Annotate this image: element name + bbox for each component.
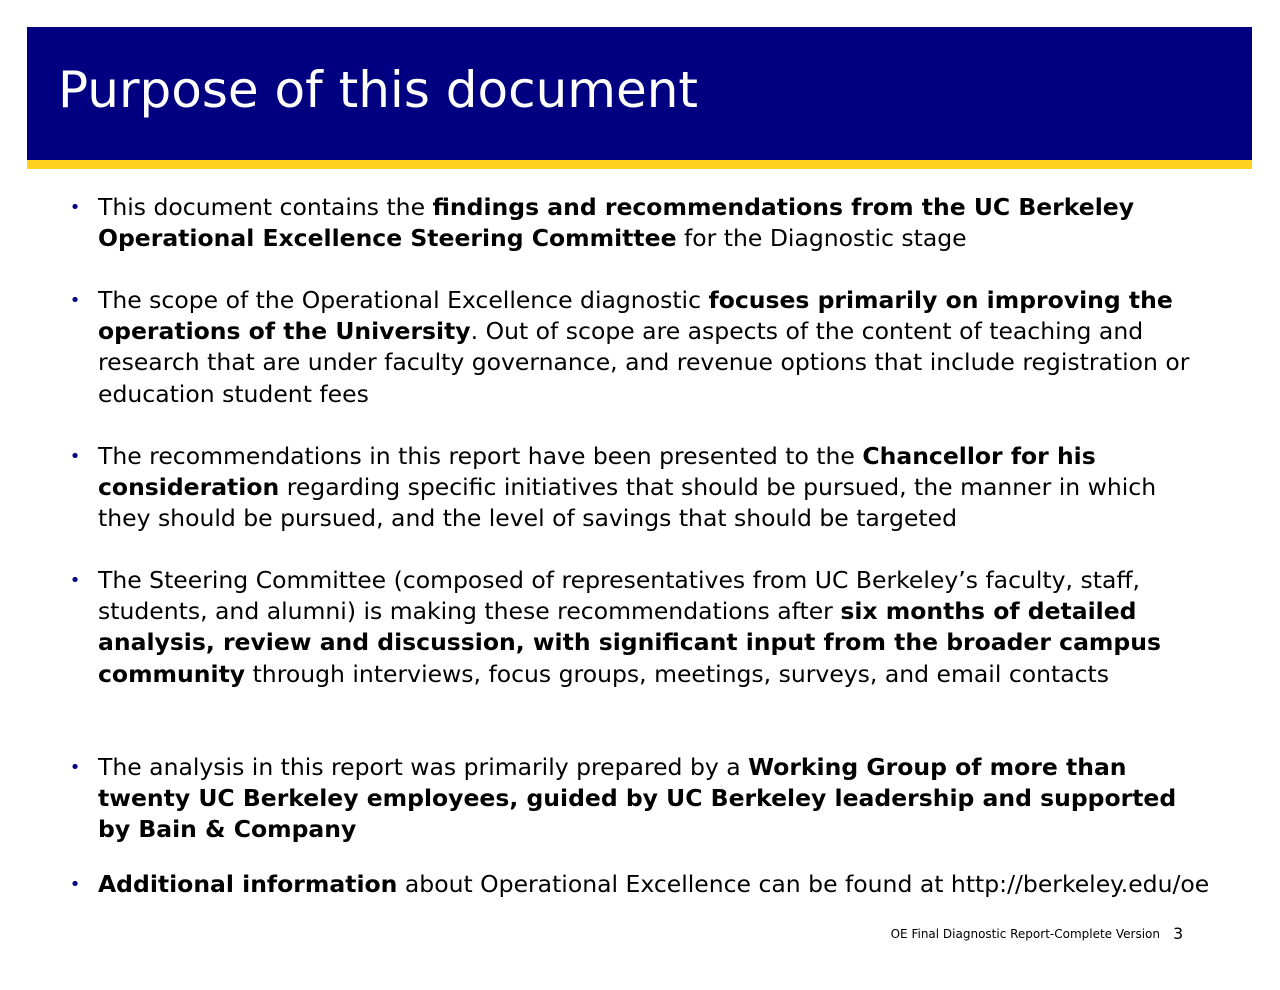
footer-text: OE Final Diagnostic Report-Complete Version <box>890 927 1160 941</box>
bullet-text-run: regarding specific initiatives that should be pursued, the manner in which they should be pursued, and the level of savings that should be targeted <box>98 473 1157 533</box>
bullet-dot-icon: • <box>69 197 81 218</box>
bullet-text <box>98 753 1176 843</box>
bullet-text <box>98 193 1134 252</box>
bullet-text-run: The recommendations in this report have been presented to the <box>98 442 863 470</box>
bullet-text <box>98 566 1161 688</box>
bullet-text-run: The scope of the Operational Excellence diagnostic <box>98 286 709 314</box>
title-band <box>27 27 1252 160</box>
bullet-text-run: The Steering Committee (composed of representatives from UC Berkeley’s faculty, staff, students, and alumni) is making these recommendations after <box>98 566 1141 626</box>
bullet-item-steering-committee <box>69 565 1213 690</box>
bullet-text-run: The analysis in this report was primarily prepared by a <box>98 753 749 781</box>
bullet-text-run: This document contains the <box>98 193 433 221</box>
title-accent-rule <box>27 160 1252 169</box>
bullet-dot-icon: • <box>69 570 81 591</box>
bullet-text-run: about Operational Excellence can be found at http://berkeley.edu/oe <box>397 870 1210 898</box>
bullet-text-bold: six months of detailed analysis, review and discussion, with significant input from the broader campus community <box>98 597 1161 688</box>
bullet-dot-icon: • <box>69 757 81 778</box>
bullet-item-recommendations <box>69 441 1213 535</box>
bullet-text-run: for the Diagnostic stage <box>676 224 967 253</box>
bullet-item-additional-info <box>69 869 1213 900</box>
bullet-text-bold: Chancellor for his consideration <box>98 442 1096 502</box>
page-number: 3 <box>1173 924 1184 943</box>
bullet-text-run: through interviews, focus groups, meetings, surveys, and email contacts <box>245 659 1110 688</box>
bullet-text-bold: Additional information <box>98 870 398 898</box>
bullet-text <box>98 286 1189 408</box>
bullet-text <box>98 870 1209 898</box>
page-title: Purpose of this document <box>58 61 699 119</box>
bullet-item-scope <box>69 285 1213 410</box>
bullet-item-findings <box>69 192 1213 254</box>
bullet-item-analysis <box>69 752 1213 846</box>
bullet-text <box>98 442 1156 532</box>
bullet-text-bold: focuses primarily on improving the operations of the University <box>98 286 1173 346</box>
bullet-dot-icon: • <box>69 446 81 467</box>
bullet-text-run: . Out of scope are aspects of the content of teaching and research that are under faculty governance, and revenue options that include registration or education student fees <box>98 317 1190 408</box>
bullet-dot-icon: • <box>69 874 81 895</box>
bullet-dot-icon: • <box>69 290 81 311</box>
bullet-text-bold: Working Group of more than twenty UC Berkeley employees, guided by UC Berkeley leadership and supported by Bain & Company <box>98 753 1177 844</box>
bullet-text-bold: findings and recommendations from the UC Berkeley Operational Excellence Steering Committee <box>98 193 1135 253</box>
